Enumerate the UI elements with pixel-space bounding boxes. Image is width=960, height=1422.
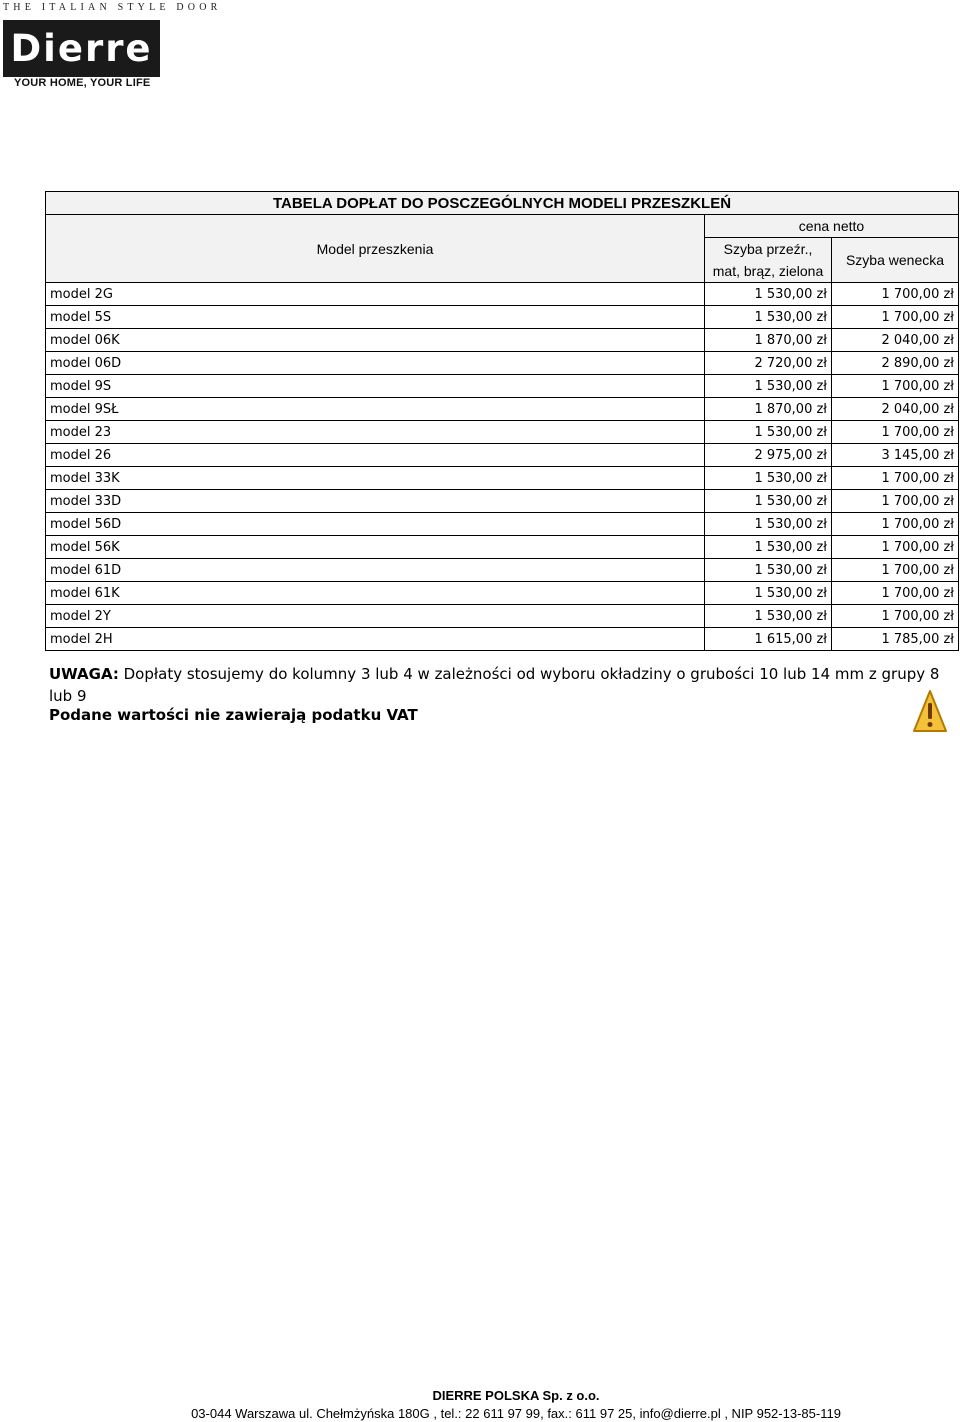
price-clear-cell: 1 530,00 zł <box>705 375 832 398</box>
table-row <box>46 444 959 467</box>
price-venetian-cell: 1 700,00 zł <box>832 490 959 513</box>
table-title: TABELA DOPŁAT DO POSCZEGÓLNYCH MODELI PRZESZKLEŃ <box>46 192 959 215</box>
price-venetian-cell: 1 700,00 zł <box>832 375 959 398</box>
model-cell: model 61K <box>46 582 705 605</box>
vat-note: Podane wartości nie zawierają podatku VAT <box>49 706 418 724</box>
clear-glass-column-header <box>705 238 832 283</box>
price-venetian-cell: 1 700,00 zł <box>832 513 959 536</box>
price-venetian-cell: 1 700,00 zł <box>832 559 959 582</box>
table-row <box>46 398 959 421</box>
col3-header-line1: Szyba przeźr., <box>723 241 813 257</box>
model-cell: model 33K <box>46 467 705 490</box>
price-venetian-cell: 1 700,00 zł <box>832 306 959 329</box>
price-clear-cell: 1 530,00 zł <box>705 513 832 536</box>
model-cell: model 56D <box>46 513 705 536</box>
table-row <box>46 628 959 651</box>
model-cell: model 06D <box>46 352 705 375</box>
table-row <box>46 582 959 605</box>
table-row <box>46 490 959 513</box>
model-cell: model 2Y <box>46 605 705 628</box>
price-clear-cell: 1 530,00 zł <box>705 605 832 628</box>
table-row <box>46 513 959 536</box>
warning-triangle-icon <box>913 689 947 735</box>
model-cell: model 33D <box>46 490 705 513</box>
logo-text: Dierre <box>10 27 153 70</box>
table-row <box>46 559 959 582</box>
note-paragraph <box>49 663 949 707</box>
price-clear-cell: 2 720,00 zł <box>705 352 832 375</box>
venetian-glass-column-header: Szyba wenecka <box>832 238 959 283</box>
price-clear-cell: 1 530,00 zł <box>705 559 832 582</box>
model-cell: model 2H <box>46 628 705 651</box>
model-cell: model 26 <box>46 444 705 467</box>
price-clear-cell: 1 530,00 zł <box>705 283 832 306</box>
model-cell: model 61D <box>46 559 705 582</box>
model-cell: model 9SŁ <box>46 398 705 421</box>
model-cell: model 06K <box>46 329 705 352</box>
note-label: UWAGA: <box>49 665 119 683</box>
model-column-header: Model przeszkenia <box>46 215 705 283</box>
model-cell: model 23 <box>46 421 705 444</box>
price-venetian-cell: 1 700,00 zł <box>832 536 959 559</box>
price-clear-cell: 1 530,00 zł <box>705 306 832 329</box>
price-venetian-cell: 2 040,00 zł <box>832 329 959 352</box>
price-table <box>45 191 959 651</box>
brand-tagline: THE ITALIAN STYLE DOOR <box>3 2 222 13</box>
table-row <box>46 467 959 490</box>
table-row <box>46 536 959 559</box>
footer-address: 03-044 Warszawa ul. Chełmżyńska 180G , tel.: 22 611 97 99, fax.: 611 97 25, info@dierre.pl , NIP 952-13-85-119 <box>191 1406 841 1421</box>
price-clear-cell: 1 530,00 zł <box>705 536 832 559</box>
model-cell: model 5S <box>46 306 705 329</box>
price-venetian-cell: 1 700,00 zł <box>832 605 959 628</box>
col3-header-line2: mat, brąz, zielona <box>712 263 824 279</box>
price-clear-cell: 2 975,00 zł <box>705 444 832 467</box>
price-clear-cell: 1 530,00 zł <box>705 582 832 605</box>
price-venetian-cell: 1 700,00 zł <box>832 283 959 306</box>
price-venetian-cell: 1 700,00 zł <box>832 467 959 490</box>
price-venetian-cell: 1 700,00 zł <box>832 421 959 444</box>
price-venetian-cell: 3 145,00 zł <box>832 444 959 467</box>
model-cell: model 9S <box>46 375 705 398</box>
brand-slogan: YOUR HOME, YOUR LIFE <box>14 77 151 89</box>
model-cell: model 2G <box>46 283 705 306</box>
price-venetian-cell: 1 785,00 zł <box>832 628 959 651</box>
price-clear-cell: 1 530,00 zł <box>705 421 832 444</box>
table-row <box>46 352 959 375</box>
price-venetian-cell: 2 890,00 zł <box>832 352 959 375</box>
table-row <box>46 605 959 628</box>
model-cell: model 56K <box>46 536 705 559</box>
dierre-logo <box>3 20 160 77</box>
price-venetian-cell: 1 700,00 zł <box>832 582 959 605</box>
price-group-header: cena netto <box>705 215 959 238</box>
table-row <box>46 329 959 352</box>
footer-company: DIERRE POLSKA Sp. z o.o. <box>432 1388 600 1403</box>
note-text: Dopłaty stosujemy do kolumny 3 lub 4 w zależności od wyboru okładziny o grubości 10 lub 14 mm z grupy 8 lub 9 <box>49 665 940 705</box>
price-clear-cell: 1 870,00 zł <box>705 398 832 421</box>
price-clear-cell: 1 530,00 zł <box>705 467 832 490</box>
table-row <box>46 421 959 444</box>
price-venetian-cell: 2 040,00 zł <box>832 398 959 421</box>
table-row <box>46 306 959 329</box>
price-clear-cell: 1 530,00 zł <box>705 490 832 513</box>
table-row <box>46 375 959 398</box>
price-clear-cell: 1 870,00 zł <box>705 329 832 352</box>
table-row <box>46 283 959 306</box>
price-clear-cell: 1 615,00 zł <box>705 628 832 651</box>
